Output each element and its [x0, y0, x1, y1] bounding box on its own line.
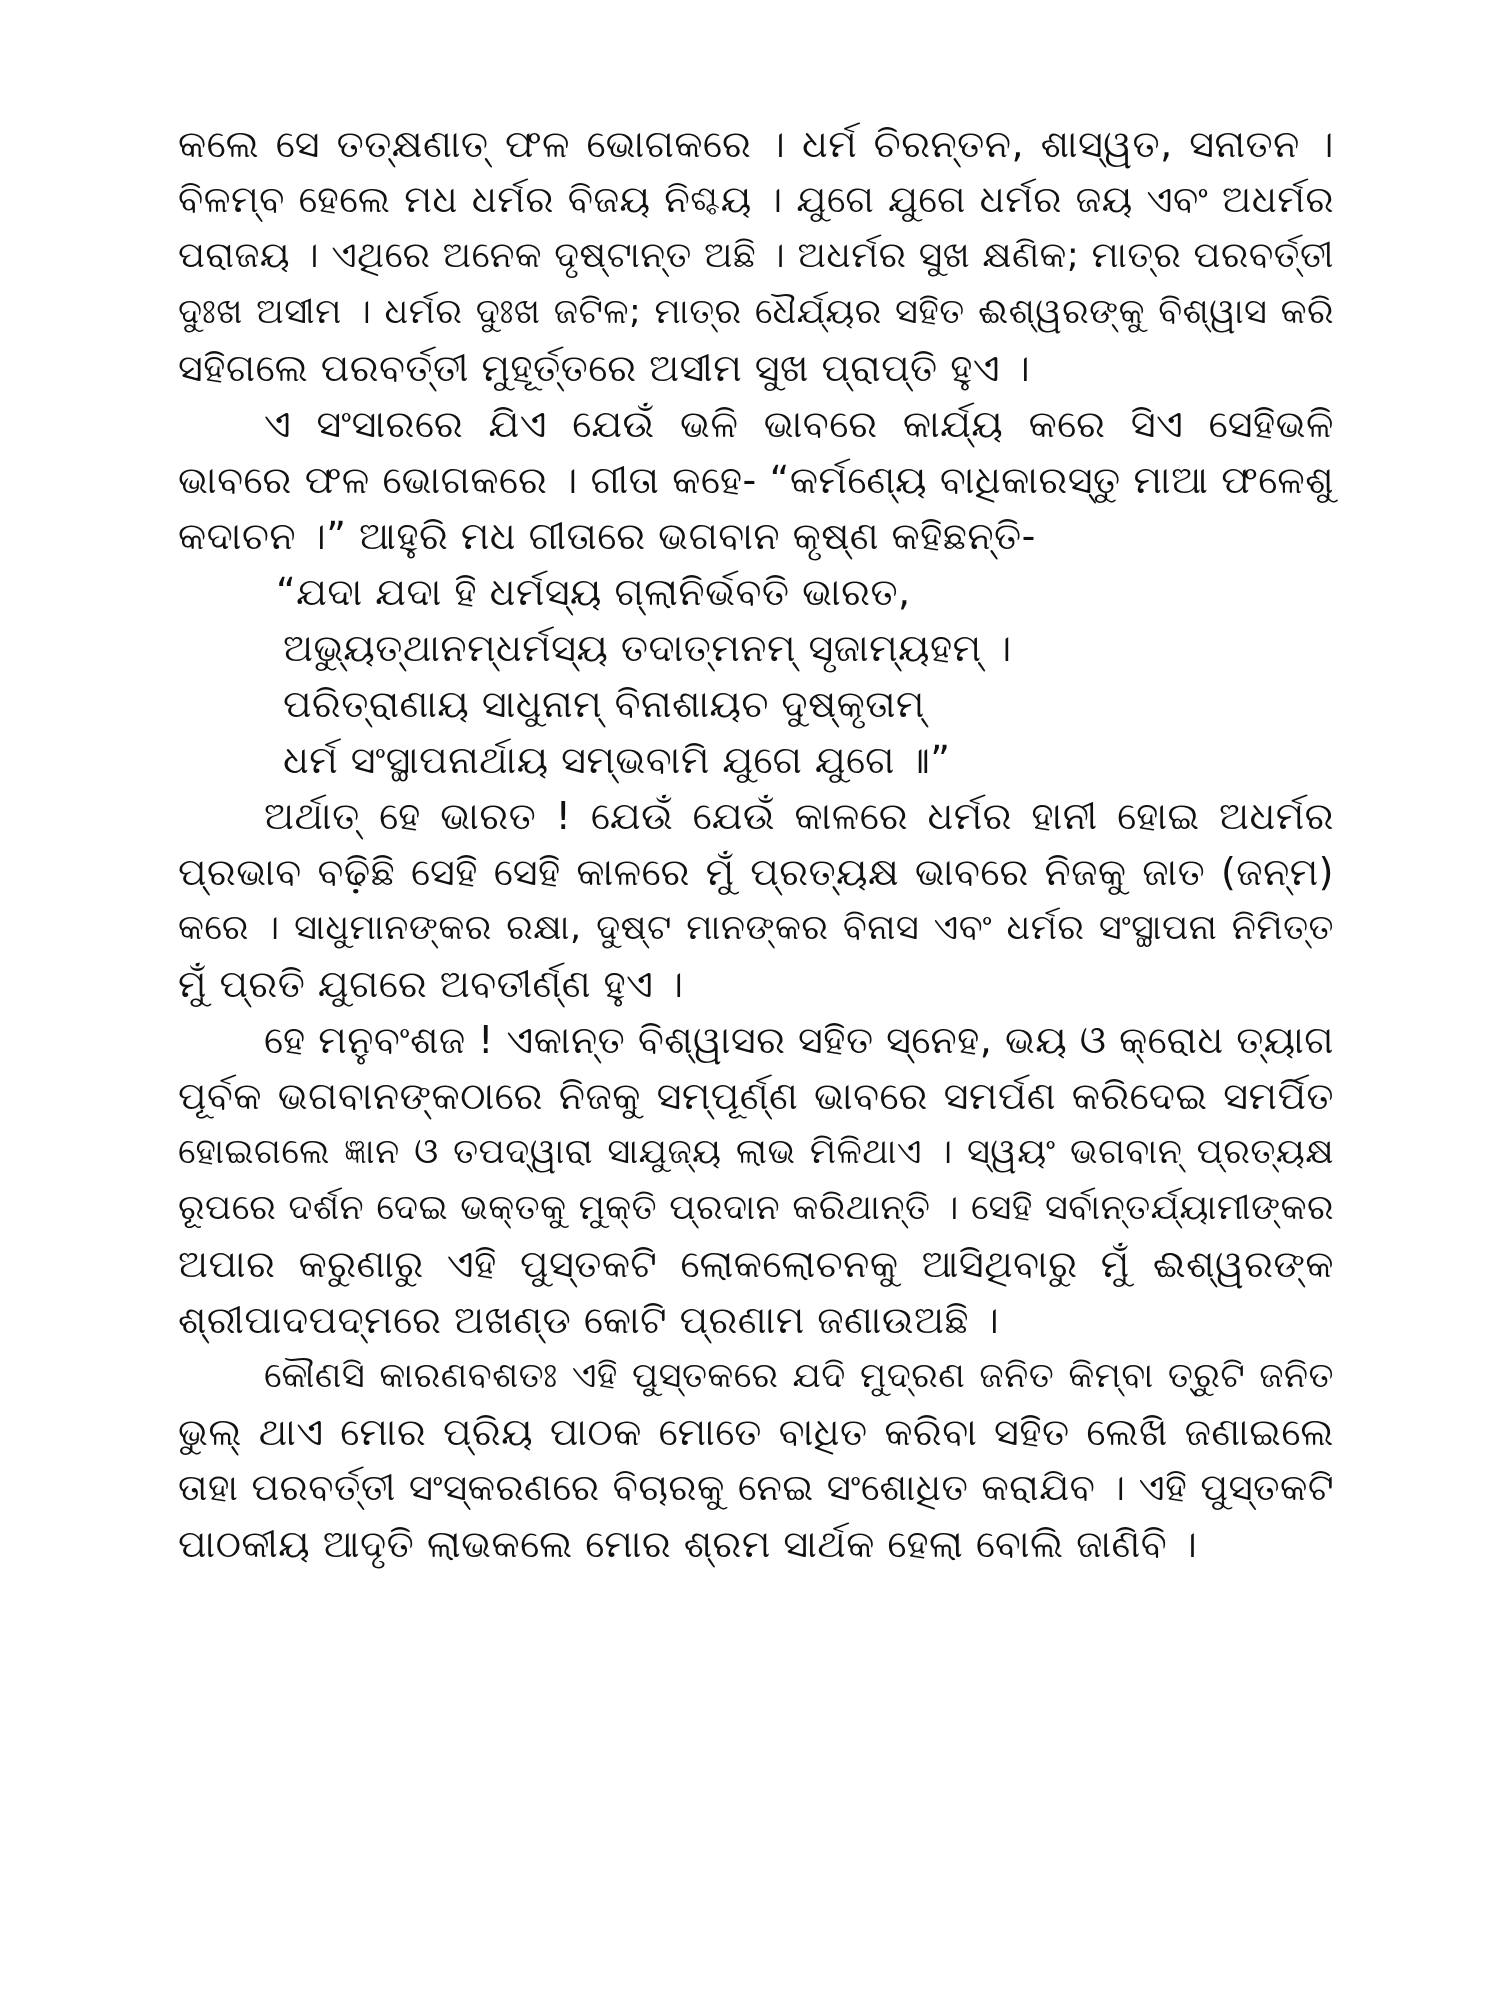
- text-line: କୌଣସି କାରଣବଶତଃ ଏହି ପୁସ୍ତକରେ ଯଦି ମୁଦ୍ରଣ ଜନିତ କିମ୍ବା ତ୍ରୁଟି ଜନିତ: [264, 1356, 1334, 1396]
- text-line: ରୂପରେ ଦର୍ଶନ ଦେଇ ଭକ୍ତକୁ ମୁକ୍ତି ପ୍ରଦାନ କରିଥାନ୍ତି । ସେହି ସର୍ବାନ୍ତର୍ଯ୍ୟାମୀଙ୍କର: [178, 1188, 1334, 1228]
- text-line: ପରାଜୟ । ଏଥିରେ ଅନେକ ଦୃଷ୍ଟାନ୍ତ ଅଛି । ଅଧର୍ମର ସୁଖ କ୍ଷଣିକ; ମାତ୍ର ପରବର୍ତ୍ତୀ: [178, 235, 1334, 276]
- text-line: ବିଳମ୍ବ ହେଲେ ମଧ ଧର୍ମର ବିଜୟ ନିଶ୍ଚୟ । ଯୁଗେ ଯୁଗେ ଧର୍ମର ଜୟ ଏବଂ ଅଧର୍ମର: [178, 178, 1334, 221]
- document-page: [178, 116, 1334, 1572]
- text-line: କଲେ ସେ ତତ୍‌କ୍ଷଣାତ୍ ଫଳ ଭୋଗକରେ । ଧର୍ମ ଚିରନ୍ତନ, ଶାସ୍ୱତ, ସନାତନ ।: [178, 122, 1334, 166]
- verse-line: “ଯଦା ଯଦା ହି ଧର୍ମସ୍ୟ ଗ୍ଲାନିର୍ଭବତି ଭାରତ,: [276, 570, 911, 614]
- verse-line: ପରିତ୍ରାଣାୟ ସାଧୁନାମ୍ ବିନାଶାୟଚ ଦୁଷ୍କୃତାମ୍: [283, 682, 925, 726]
- text-line: ତାହା ପରବର୍ତ୍ତୀ ସଂସ୍କରଣରେ ବିଚାରକୁ ନେଇ ସଂଶୋଧିତ କରାଯିବ । ଏହି ପୁସ୍ତକଟି: [178, 1466, 1334, 1509]
- text-line: ଏ ସଂସାରରେ ଯିଏ ଯେଉଁ ଭଳି ଭାବରେ କାର୍ଯ୍ୟ କରେ ସିଏ ସେହିଭଳି: [264, 402, 1334, 446]
- text-line: ଦୁଃଖ ଅସୀମ । ଧର୍ମର ଦୁଃଖ ଜଟିଳ; ମାତ୍ର ଧୈର୍ଯ୍ୟର ସହିତ ଈଶ୍ୱରଙ୍କୁ ବିଶ୍ୱାସ କରି: [178, 292, 1334, 332]
- text-line: କଦାଚନ ।” ଆହୁରି ମଧ ଗୀତାରେ ଭଗବାନ କୃଷ୍ଣ କହିଛନ୍ତି-: [178, 514, 1036, 558]
- text-line: ଅର୍ଥାତ୍ ହେ ଭାରତ ! ଯେଉଁ ଯେଉଁ କାଳରେ ଧର୍ମର ହାନୀ ହୋଇ ଅଧର୍ମର: [264, 794, 1334, 838]
- text-line: କରେ । ସାଧୁମାନଙ୍କର ରକ୍ଷା, ଦୁଷ୍ଟ ମାନଙ୍କର ବିନାସ ଏବଂ ଧର୍ମର ସଂସ୍ଥାପନା ନିମିତ୍ତ: [178, 908, 1334, 948]
- text-line: ଶ୍ରୀପାଦପଦ୍ମରେ ଅଖଣ୍ଡ କୋଟି ପ୍ରଣାମ ଜଣାଉଅଛି ।: [178, 1298, 1000, 1342]
- paragraph-4: [178, 1012, 1334, 1348]
- text-line: ସହିଗଲେ ପରବର୍ତ୍ତୀ ମୁହୂର୍ତ୍ତରେ ଅସୀମ ସୁଖ ପ୍ରାପ୍ତି ହୁଏ ।: [178, 346, 1031, 390]
- paragraph-1: [178, 116, 1334, 396]
- verse-line: ଧର୍ମ ସଂସ୍ଥାପନାର୍ଥାୟ ସମ୍ଭବାମି ଯୁଗେ ଯୁଗେ ॥”: [283, 738, 951, 782]
- text-line: ଅପାର କରୁଣାରୁ ଏହି ପୁସ୍ତକଟି ଲୋକଲୋଚନକୁ ଆସିଥିବାରୁ ମୁଁ ଈଶ୍ୱରଙ୍କ: [178, 1242, 1334, 1286]
- text-line: ଭାବରେ ଫଳ ଭୋଗକରେ । ଗୀତା କହେ- “କର୍ମଣ୍ୟେ ବାଧିକାରସ୍ତୁ ମାଆ ଫଳେଶୁ: [178, 458, 1334, 502]
- text-line: ପ୍ରଭାବ ବଢ଼ିଛି ସେହି ସେହି କାଳରେ ମୁଁ ପ୍ରତ୍ୟକ୍ଷ ଭାବରେ ନିଜକୁ ଜାତ (ଜନ୍ମ): [178, 850, 1334, 894]
- paragraph-2: [178, 396, 1334, 564]
- paragraph-3: [178, 788, 1334, 1012]
- verse-line: ଅଭ୍ୟୁତ୍‌ଥାନମ୍‌ଧର୍ମସ୍ୟ ତଦାତ୍ମନମ୍ ସୃଜାମ୍ୟହମ୍ ।: [283, 626, 1012, 670]
- text-line: ମୁଁ ପ୍ରତି ଯୁଗରେ ଅବତୀର୍ଣ୍ଣ ହୁଏ ।: [178, 962, 684, 1006]
- paragraph-5: [178, 1348, 1334, 1572]
- text-line: ପାଠକୀୟ ଆଦୃତି ଲାଭକଲେ ମୋର ଶ୍ରମ ସାର୍ଥକ ହେଲା ବୋଲି ଜାଣିବି ।: [178, 1522, 1198, 1566]
- text-line: ହେ ମନୁବଂଶଜ ! ଏକାନ୍ତ ବିଶ୍ୱାସର ସହିତ ସ୍ନେହ, ଭୟ ଓ କ୍ରୋଧ ତ୍ୟାଗ: [264, 1018, 1334, 1062]
- text-line: ଭୁଲ୍ ଥାଏ ମୋର ପ୍ରିୟ ପାଠକ ମୋତେ ବାଧିତ କରିବା ସହିତ ଲେଖି ଜଣାଇଲେ: [178, 1410, 1334, 1454]
- text-line: ପୂର୍ବକ ଭଗବାନଙ୍କଠାରେ ନିଜକୁ ସମ୍ପୂର୍ଣ୍ଣ ଭାବରେ ସମର୍ପଣ କରିଦେଇ ସମର୍ପିତ: [178, 1074, 1334, 1118]
- gita-verse: [178, 564, 1334, 788]
- text-line: ହୋଇଗଲେ ଜ୍ଞାନ ଓ ତପଦ୍ୱାରା ସାଯୁଜ୍ୟ ଲାଭ ମିଳିଥାଏ । ସ୍ୱୟଂ ଭଗବାନ୍ ପ୍ରତ୍ୟକ୍ଷ: [178, 1132, 1334, 1172]
